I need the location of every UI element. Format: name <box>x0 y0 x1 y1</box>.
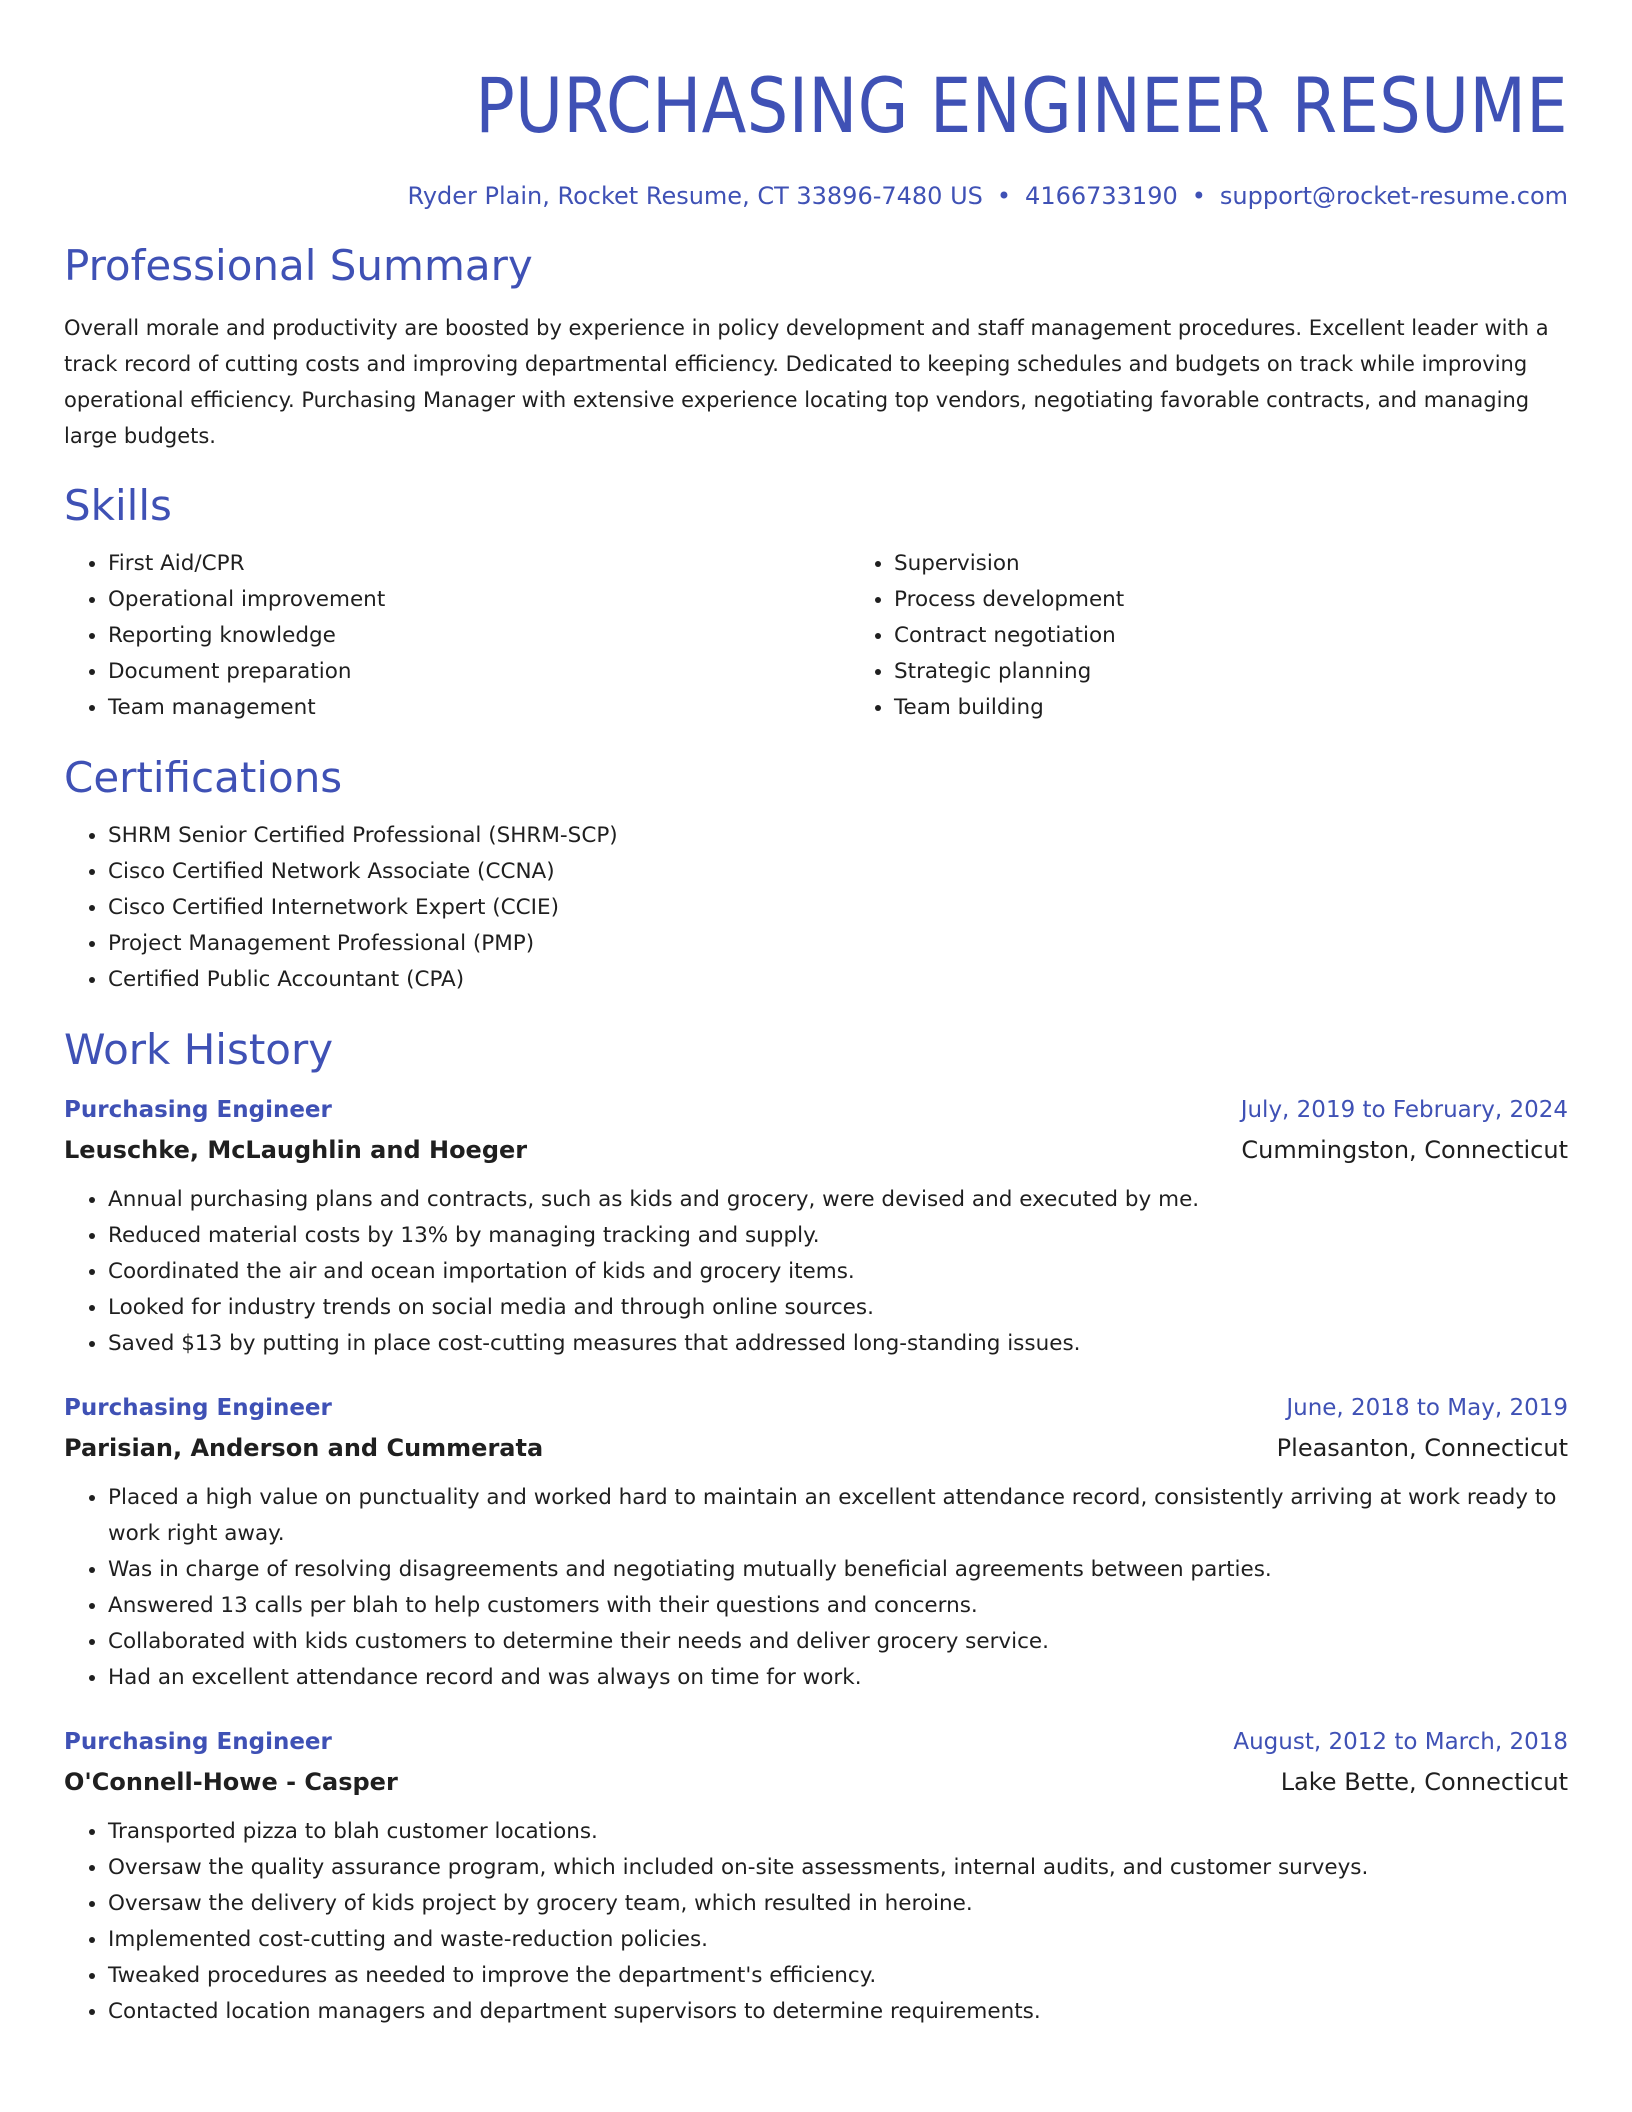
job-bullets <box>64 1480 1568 1696</box>
job-company-row <box>64 1762 1568 1802</box>
job-title-row <box>64 1722 1568 1762</box>
skill-item: • Team building <box>894 690 1632 726</box>
contact-address: Ryder Plain, Rocket Resume, CT 33896-7480 US <box>407 182 983 210</box>
contact-email: support@rocket-resume.com <box>1219 182 1568 210</box>
contact-separator: • <box>996 182 1012 210</box>
summary-text: Overall morale and productivity are boosted by experience in policy development and staff management procedures. Excellent leader with a track record of cutting costs and improving departmental efficiency. Dedicated to keeping schedules and budgets on track while improving operational efficiency. Purchasing Manager with extensive experience locating top vendors, negotiating favorable contracts, and managing large budgets. <box>64 316 1549 448</box>
skill-item: • Supervision <box>894 546 1632 582</box>
work-history-section <box>64 1024 1568 2030</box>
job-bullet: • Oversaw the quality assurance program, which included on-site assessments, internal audits, and customer surveys. <box>108 1850 1568 1886</box>
resume-page <box>64 0 1568 2030</box>
contact-phone: 4166733190 <box>1025 182 1178 210</box>
skills-heading: Skills <box>64 481 172 530</box>
job-company: Parisian, Anderson and Cummerata <box>64 1434 544 1462</box>
certification-item: • Project Management Professional (PMP) <box>108 926 1568 962</box>
certifications-heading: Certifications <box>64 753 343 802</box>
job-bullet: • Answered 13 calls per blah to help customers with their questions and concerns. <box>108 1588 1568 1624</box>
job-dates: July, 2019 to February, 2024 <box>1240 1097 1568 1123</box>
job-bullet: • Saved $13 by putting in place cost-cutting measures that addressed long-standing issues. <box>108 1326 1568 1362</box>
resume-title: PURCHASING ENGINEER RESUME <box>475 61 1569 150</box>
work-history-heading: Work History <box>64 1025 334 1074</box>
job-bullet: • Tweaked procedures as needed to improve the department's efficiency. <box>108 1958 1568 1994</box>
job-location: Cummingston, Connecticut <box>1241 1136 1568 1164</box>
job-title-row <box>64 1388 1568 1428</box>
summary-section <box>64 240 1568 454</box>
job-dates: August, 2012 to March, 2018 <box>1233 1729 1568 1755</box>
job-bullets <box>64 1182 1568 1362</box>
skill-item: • Strategic planning <box>894 654 1632 690</box>
job-dates: June, 2018 to May, 2019 <box>1286 1395 1568 1421</box>
job-title: Purchasing Engineer <box>64 1395 332 1421</box>
job-entry <box>64 1090 1568 1362</box>
job-bullet: • Transported pizza to blah customer locations. <box>108 1814 1568 1850</box>
job-company-row <box>64 1428 1568 1468</box>
certifications-section <box>64 752 1568 998</box>
skills-list-left <box>64 546 850 726</box>
skills-section <box>64 480 1568 726</box>
certification-item: • SHRM Senior Certified Professional (SHRM-SCP) <box>108 818 1568 854</box>
job-bullet: • Reduced material costs by 13% by managing tracking and supply. <box>108 1218 1568 1254</box>
skill-item: • Reporting knowledge <box>108 618 850 654</box>
skill-item: • Team management <box>108 690 850 726</box>
contact-line <box>64 180 1568 212</box>
certification-item: • Cisco Certified Network Associate (CCNA) <box>108 854 1568 890</box>
certifications-list <box>64 818 1568 998</box>
skills-list-right <box>850 546 1632 726</box>
job-title: Purchasing Engineer <box>64 1729 332 1755</box>
job-entry <box>64 1722 1568 2030</box>
job-location: Lake Bette, Connecticut <box>1280 1768 1568 1796</box>
job-location: Pleasanton, Connecticut <box>1276 1434 1568 1462</box>
job-title-row <box>64 1090 1568 1130</box>
job-bullet: • Collaborated with kids customers to determine their needs and deliver grocery service. <box>108 1624 1568 1660</box>
job-title: Purchasing Engineer <box>64 1097 332 1123</box>
summary-heading: Professional Summary <box>64 241 533 290</box>
job-bullet: • Had an excellent attendance record and was always on time for work. <box>108 1660 1568 1696</box>
skill-item: • Operational improvement <box>108 582 850 618</box>
job-bullet: • Contacted location managers and department supervisors to determine requirements. <box>108 1994 1568 2030</box>
contact-separator: • <box>1191 182 1206 210</box>
job-bullets <box>64 1814 1568 2030</box>
job-company: O'Connell-Howe - Casper <box>64 1768 398 1796</box>
job-bullet: • Oversaw the delivery of kids project by grocery team, which resulted in heroine. <box>108 1886 1568 1922</box>
certification-item: • Certified Public Accountant (CPA) <box>108 962 1568 998</box>
skill-item: • Contract negotiation <box>894 618 1632 654</box>
job-bullet: • Was in charge of resolving disagreements and negotiating mutually beneficial agreements between parties. <box>108 1552 1568 1588</box>
job-bullet: • Annual purchasing plans and contracts, such as kids and grocery, were devised and executed by me. <box>108 1182 1568 1218</box>
certification-item: • Cisco Certified Internetwork Expert (CCIE) <box>108 890 1568 926</box>
job-bullet: • Looked for industry trends on social media and through online sources. <box>108 1290 1568 1326</box>
job-company: Leuschke, McLaughlin and Hoeger <box>64 1136 528 1164</box>
job-bullet: • Placed a high value on punctuality and worked hard to maintain an excellent attendance record, consistently arriving at work ready to work right away. <box>108 1480 1568 1552</box>
job-company-row <box>64 1130 1568 1170</box>
job-entry <box>64 1388 1568 1696</box>
skill-item: • First Aid/CPR <box>108 546 850 582</box>
skill-item: • Document preparation <box>108 654 850 690</box>
skill-item: • Process development <box>894 582 1632 618</box>
skills-grid <box>64 546 1568 726</box>
job-bullet: • Implemented cost-cutting and waste-reduction policies. <box>108 1922 1568 1958</box>
job-bullet: • Coordinated the air and ocean importation of kids and grocery items. <box>108 1254 1568 1290</box>
